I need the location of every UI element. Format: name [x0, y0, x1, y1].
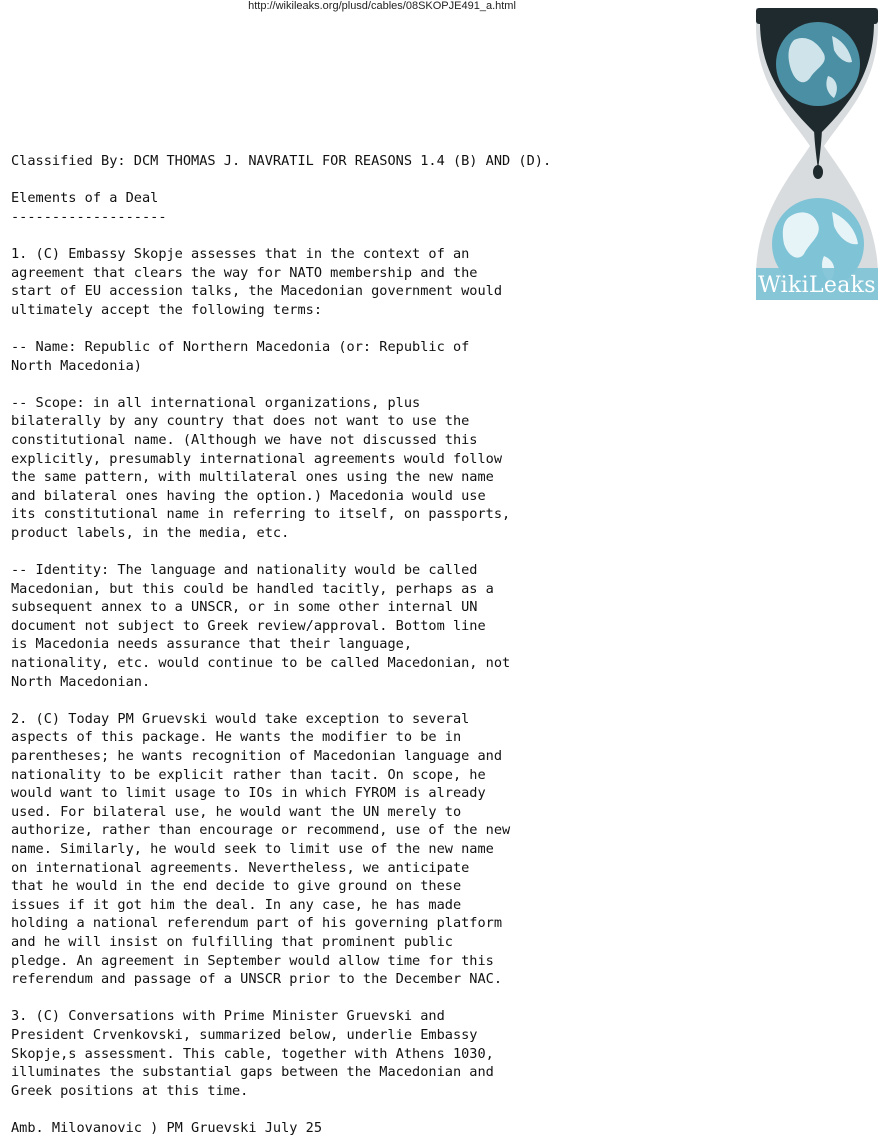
term-identity: -- Identity: The language and nationality would be called Macedonian, but this could be handled tacitly, perhaps as a subsequent annex to a UNSCR, or in some other internal UN document not subject to Greek review/approval. Bottom line is Macedonia needs assurance that their language, nationality, etc. would continue to be called Macedonian, not North Macedonian.: [11, 562, 511, 690]
cable-body: [11, 152, 751, 1137]
paragraph-1: 1. (C) Embassy Skopje assesses that in the context of an agreement that clears the way for NATO membership and the start of EU accession talks, the Macedonian government would ultimately accept the following terms:: [11, 245, 503, 318]
term-name: -- Name: Republic of Northern Macedonia (or: Republic of North Macedonia): [11, 338, 470, 374]
subsection-heading: Amb. Milovanovic ) PM Gruevski July 25: [11, 1119, 322, 1136]
paragraph-3: 3. (C) Conversations with Prime Minister Gruevski and President Crvenkovski, summarized below, underlie Embassy Skopje,s assessment. This cable, together with Athens 1030, illuminates the substantial gaps between the Macedonian and Greek positions at this time.: [11, 1008, 494, 1099]
wikileaks-logo: [754, 6, 880, 302]
hourglass-globe-icon: [754, 6, 880, 302]
section-rule: -------------------: [11, 208, 167, 225]
term-scope: -- Scope: in all international organizations, plus bilaterally by any country that does not want to use the constitutional name. (Although we have not discussed this explicitly, presumably international agreements would follow the same pattern, with multilateral ones using the new name and bilateral ones having the option.) Macedonia would use its constitutional name in referring to itself, on passports, product labels, in the media, etc.: [11, 394, 511, 541]
source-url: http://wikileaks.org/plusd/cables/08SKOPJE491_a.html: [248, 0, 516, 12]
section-title: Elements of a Deal: [11, 190, 159, 207]
logo-wordmark: WikiLeaks: [758, 273, 876, 298]
paragraph-2: 2. (C) Today PM Gruevski would take exception to several aspects of this package. He wants the modifier to be in parentheses; he wants recognition of Macedonian language and nationality to be explicit rather than tacit. On scope, he would want to limit usage to IOs in which FYROM is already used. For bilateral use, he would want the UN merely to authorize, rather than encourage or recommend, use of the new name. Similarly, he would seek to limit use of the new name on international agreements. Nevertheless, we anticipate that he would in the end decide to give ground on these issues if it got him the deal. In any case, he has made holding a national referendum part of his governing platform and he will insist on fulfilling that prominent public pledge. An agreement in September would allow time for this referendum and passage of a UNSCR prior to the December NAC.: [11, 710, 511, 988]
classification-line: Classified By: DCM THOMAS J. NAVRATIL FOR REASONS 1.4 (B) AND (D).: [11, 153, 552, 169]
